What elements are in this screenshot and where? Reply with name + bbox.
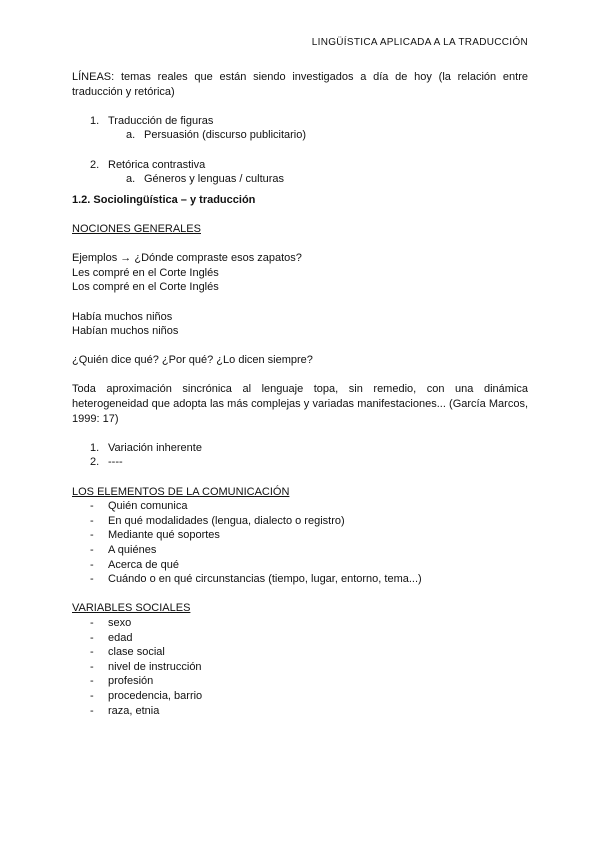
nociones-title: NOCIONES GENERALES: [72, 222, 201, 235]
dash-marker: -: [90, 646, 94, 659]
list-item: [72, 689, 528, 704]
dash-marker: -: [90, 558, 94, 571]
list-item: [72, 114, 528, 143]
sublist-letter: a.: [126, 129, 136, 142]
lineas-paragraph: LÍNEAS: temas reales que están siendo investigados a día de hoy (la relación entre traducción y retórica): [72, 71, 528, 98]
sublist-label: Géneros y lenguas / culturas: [144, 173, 285, 186]
question-line: ¿Quién dice qué? ¿Por qué? ¿Lo dicen siempre?: [72, 354, 313, 367]
variables-list: [72, 616, 528, 718]
list-label: edad: [108, 631, 133, 644]
elementos-list: [72, 499, 528, 587]
list-item: [72, 455, 528, 470]
dash-marker: -: [90, 631, 94, 644]
running-header: LINGÜÍSTICA APLICADA A LA TRADUCCIÓN: [311, 37, 528, 48]
list-item: [72, 704, 528, 719]
example-line: Los compré en el Corte Inglés: [72, 281, 219, 294]
list-item: [72, 441, 528, 456]
list-label: nivel de instrucción: [108, 660, 202, 673]
example-line: Habían muchos niños: [72, 325, 179, 338]
dash-marker: -: [90, 675, 94, 688]
list-label: A quiénes: [108, 544, 157, 556]
example-line: Ejemplos → ¿Dónde compraste esos zapatos?: [72, 252, 302, 265]
lineas-list: [72, 114, 528, 187]
list-item: [72, 572, 528, 587]
list-number: 1.: [90, 114, 100, 127]
list-label: Retórica contrastiva: [108, 158, 206, 171]
list-item: [72, 499, 528, 514]
list-label: En qué modalidades (lengua, dialecto o registro): [108, 514, 345, 527]
list-label: profesión: [108, 675, 154, 688]
dash-marker: -: [90, 689, 94, 702]
list-item: [72, 660, 528, 675]
dash-marker: -: [90, 573, 94, 586]
list-number: 1.: [90, 441, 100, 454]
list-label: Acerca de qué: [108, 558, 179, 571]
variation-list: [72, 441, 528, 470]
dash-marker: -: [90, 544, 94, 556]
dash-marker: -: [90, 616, 94, 629]
dash-marker: -: [90, 704, 94, 717]
quote-paragraph: Toda aproximación sincrónica al lenguaje topa, sin remedio, con una dinámica heterogeneidad que adopta las más complejas y variadas manifestaciones... (García Marcos, 1999: 17): [72, 383, 528, 425]
list-item: [72, 158, 528, 187]
list-number: 2.: [90, 158, 100, 171]
list-item: [72, 558, 528, 573]
sublist-letter: a.: [126, 173, 136, 186]
list-item: [72, 674, 528, 689]
list-label: Mediante qué soportes: [108, 529, 220, 542]
list-item: [72, 543, 528, 558]
page-content: [72, 70, 528, 718]
list-item: [72, 616, 528, 631]
dash-marker: -: [90, 514, 94, 527]
list-item: [72, 631, 528, 646]
list-item: [72, 528, 528, 543]
list-item: [72, 645, 528, 660]
dash-marker: -: [90, 529, 94, 542]
elementos-title: LOS ELEMENTOS DE LA COMUNICACIÓN: [72, 485, 290, 498]
list-item: [72, 514, 528, 529]
example-line: Había muchos niños: [72, 310, 173, 323]
list-label: Quién comunica: [108, 500, 188, 513]
list-label: Cuándo o en qué circunstancias (tiempo, lugar, entorno, tema...): [108, 573, 422, 586]
list-label: procedencia, barrio: [108, 689, 203, 702]
list-label: Variación inherente: [108, 441, 202, 454]
dash-marker: -: [90, 660, 94, 673]
example-line: Les compré en el Corte Inglés: [72, 266, 219, 279]
list-label: clase social: [108, 646, 165, 659]
list-label: sexo: [108, 616, 132, 629]
list-label: Traducción de figuras: [108, 114, 214, 127]
dash-marker: -: [90, 500, 94, 513]
list-number: 2.: [90, 456, 100, 469]
list-label: ----: [108, 456, 123, 469]
list-label: raza, etnia: [108, 704, 160, 717]
sublist-label: Persuasión (discurso publicitario): [144, 129, 307, 142]
section-heading: 1.2. Sociolingüística – y traducción: [72, 193, 256, 206]
variables-title: VARIABLES SOCIALES: [72, 602, 191, 615]
